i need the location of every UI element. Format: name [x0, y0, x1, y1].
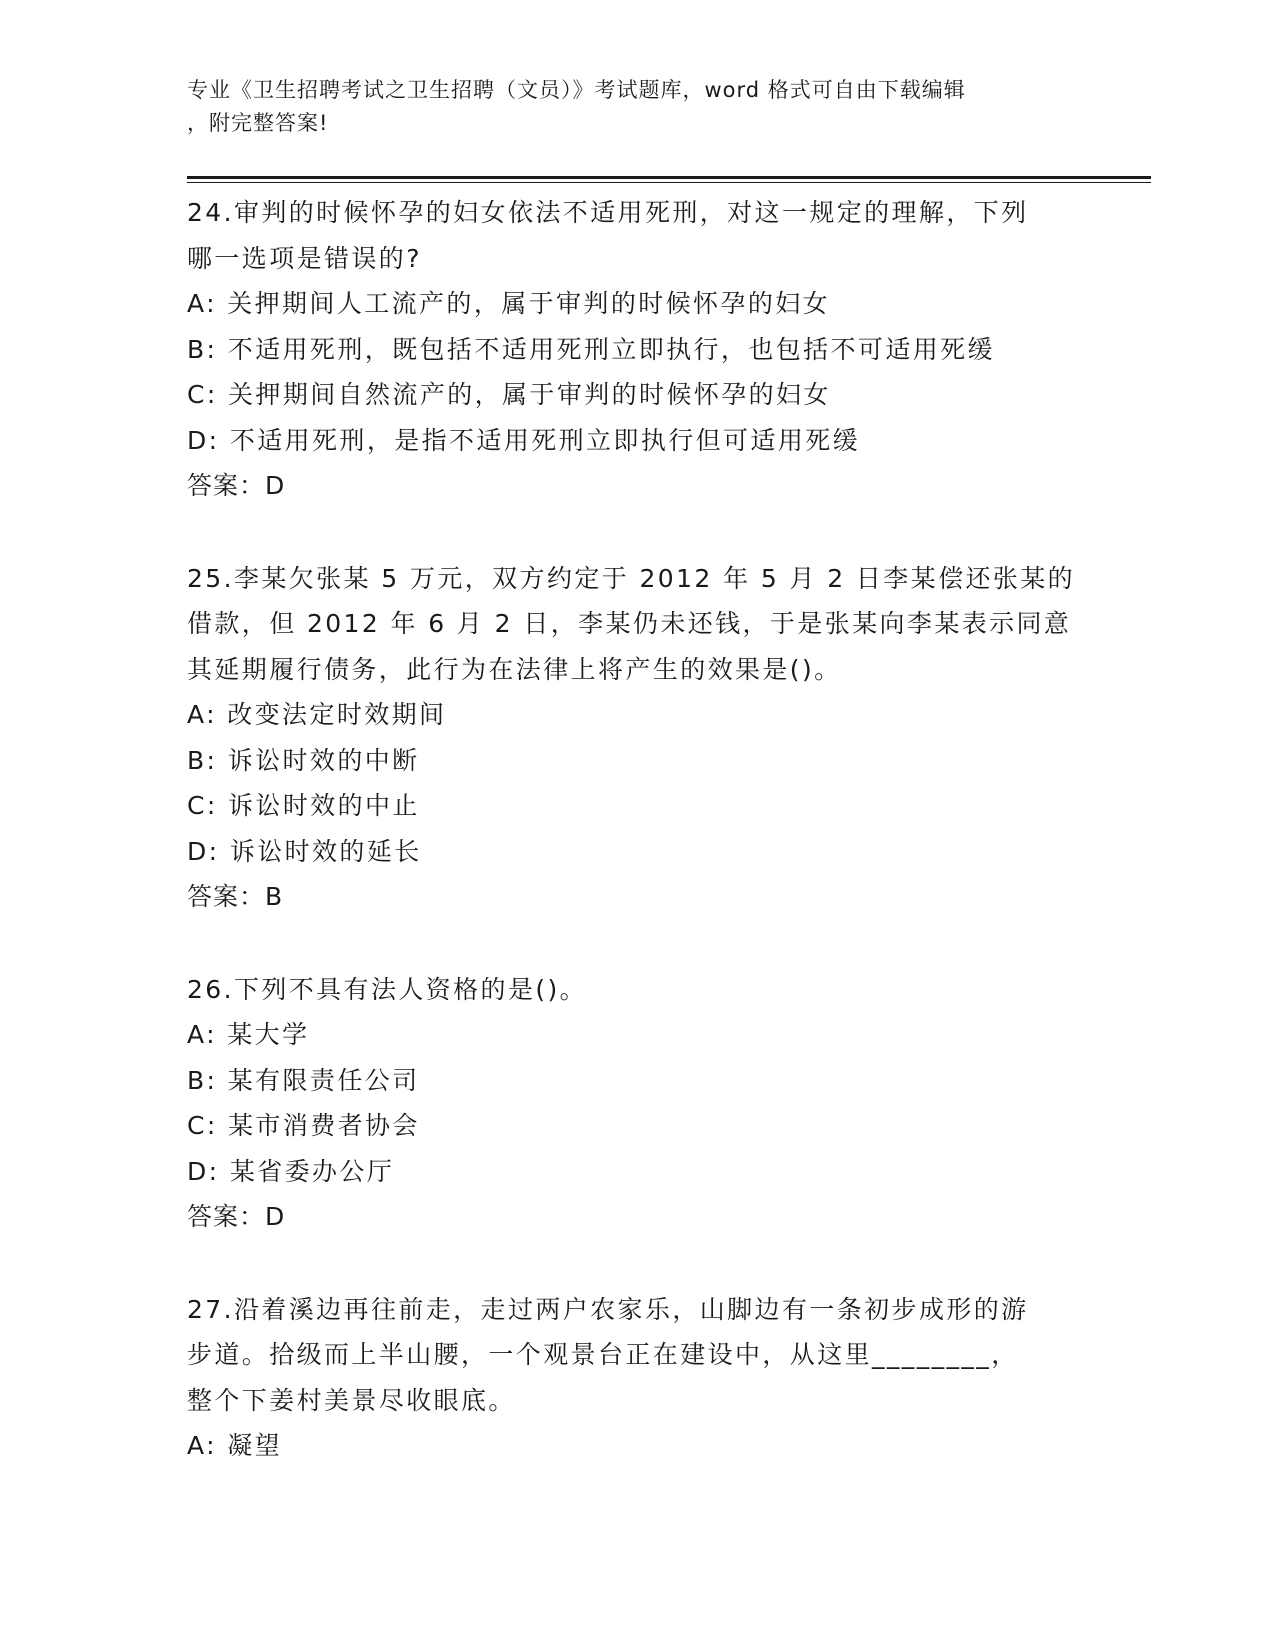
option-b: B: 诉讼时效的中断	[187, 745, 420, 775]
option-a: A: 凝望	[187, 1431, 283, 1460]
answer: 答案：B	[187, 882, 284, 911]
question-stem-line: 26.下列不具有法人资格的是()。	[187, 974, 588, 1004]
question-26	[187, 967, 1087, 1240]
page-header	[187, 74, 1067, 140]
question-list	[187, 190, 1087, 1516]
question-stem-line: 27.沿着溪边再往前走，走过两户农家乐，山脚边有一条初步成形的游	[187, 1294, 1029, 1324]
option-d: D: 不适用死刑，是指不适用死刑立即执行但可适用死缓	[187, 425, 861, 455]
header-divider-thick	[187, 176, 1151, 179]
option-a: A: 某大学	[187, 1020, 310, 1049]
question-stem-line: 25.李某欠张某 5 万元，双方约定于 2012 年 5 月 2 日李某偿还张某的	[187, 563, 1076, 593]
question-stem-line: 24.审判的时候怀孕的妇女依法不适用死刑，对这一规定的理解，下列	[187, 198, 1029, 227]
header-line-1: 专业《卫生招聘考试之卫生招聘（文员）》考试题库，word 格式可自由下载编辑	[187, 78, 966, 102]
question-stem-line: 其延期履行债务，此行为在法律上将产生的效果是()。	[187, 654, 842, 684]
question-25	[187, 556, 1087, 920]
option-d: D: 诉讼时效的延长	[187, 836, 422, 866]
option-b: B: 不适用死刑，既包括不适用死刑立即执行，也包括不可适用死缓	[187, 334, 995, 364]
question-stem-line: 借款，但 2012 年 6 月 2 日，李某仍未还钱，于是张某向李某表示同意	[187, 609, 1072, 638]
option-a: A: 改变法定时效期间	[187, 700, 447, 729]
option-d: D: 某省委办公厅	[187, 1156, 395, 1186]
option-b: B: 某有限责任公司	[187, 1065, 420, 1095]
answer: 答案：D	[187, 471, 286, 500]
header-divider-thin	[187, 182, 1151, 183]
option-a: A: 关押期间人工流产的，属于审判的时候怀孕的妇女	[187, 289, 831, 318]
question-27	[187, 1287, 1087, 1469]
question-stem-line: 哪一选项是错误的?	[187, 243, 422, 273]
question-stem-line: 步道。拾级而上半山腰，一个观景台正在建设中，从这里________，	[187, 1340, 1019, 1369]
answer: 答案：D	[187, 1202, 286, 1231]
question-stem-line: 整个下姜村美景尽收眼底。	[187, 1385, 516, 1415]
option-c: C: 关押期间自然流产的，属于审判的时候怀孕的妇女	[187, 380, 831, 409]
header-line-2: ，附完整答案!	[187, 111, 329, 135]
option-c: C: 某市消费者协会	[187, 1111, 420, 1140]
option-c: C: 诉讼时效的中止	[187, 791, 420, 820]
question-24	[187, 190, 1087, 509]
